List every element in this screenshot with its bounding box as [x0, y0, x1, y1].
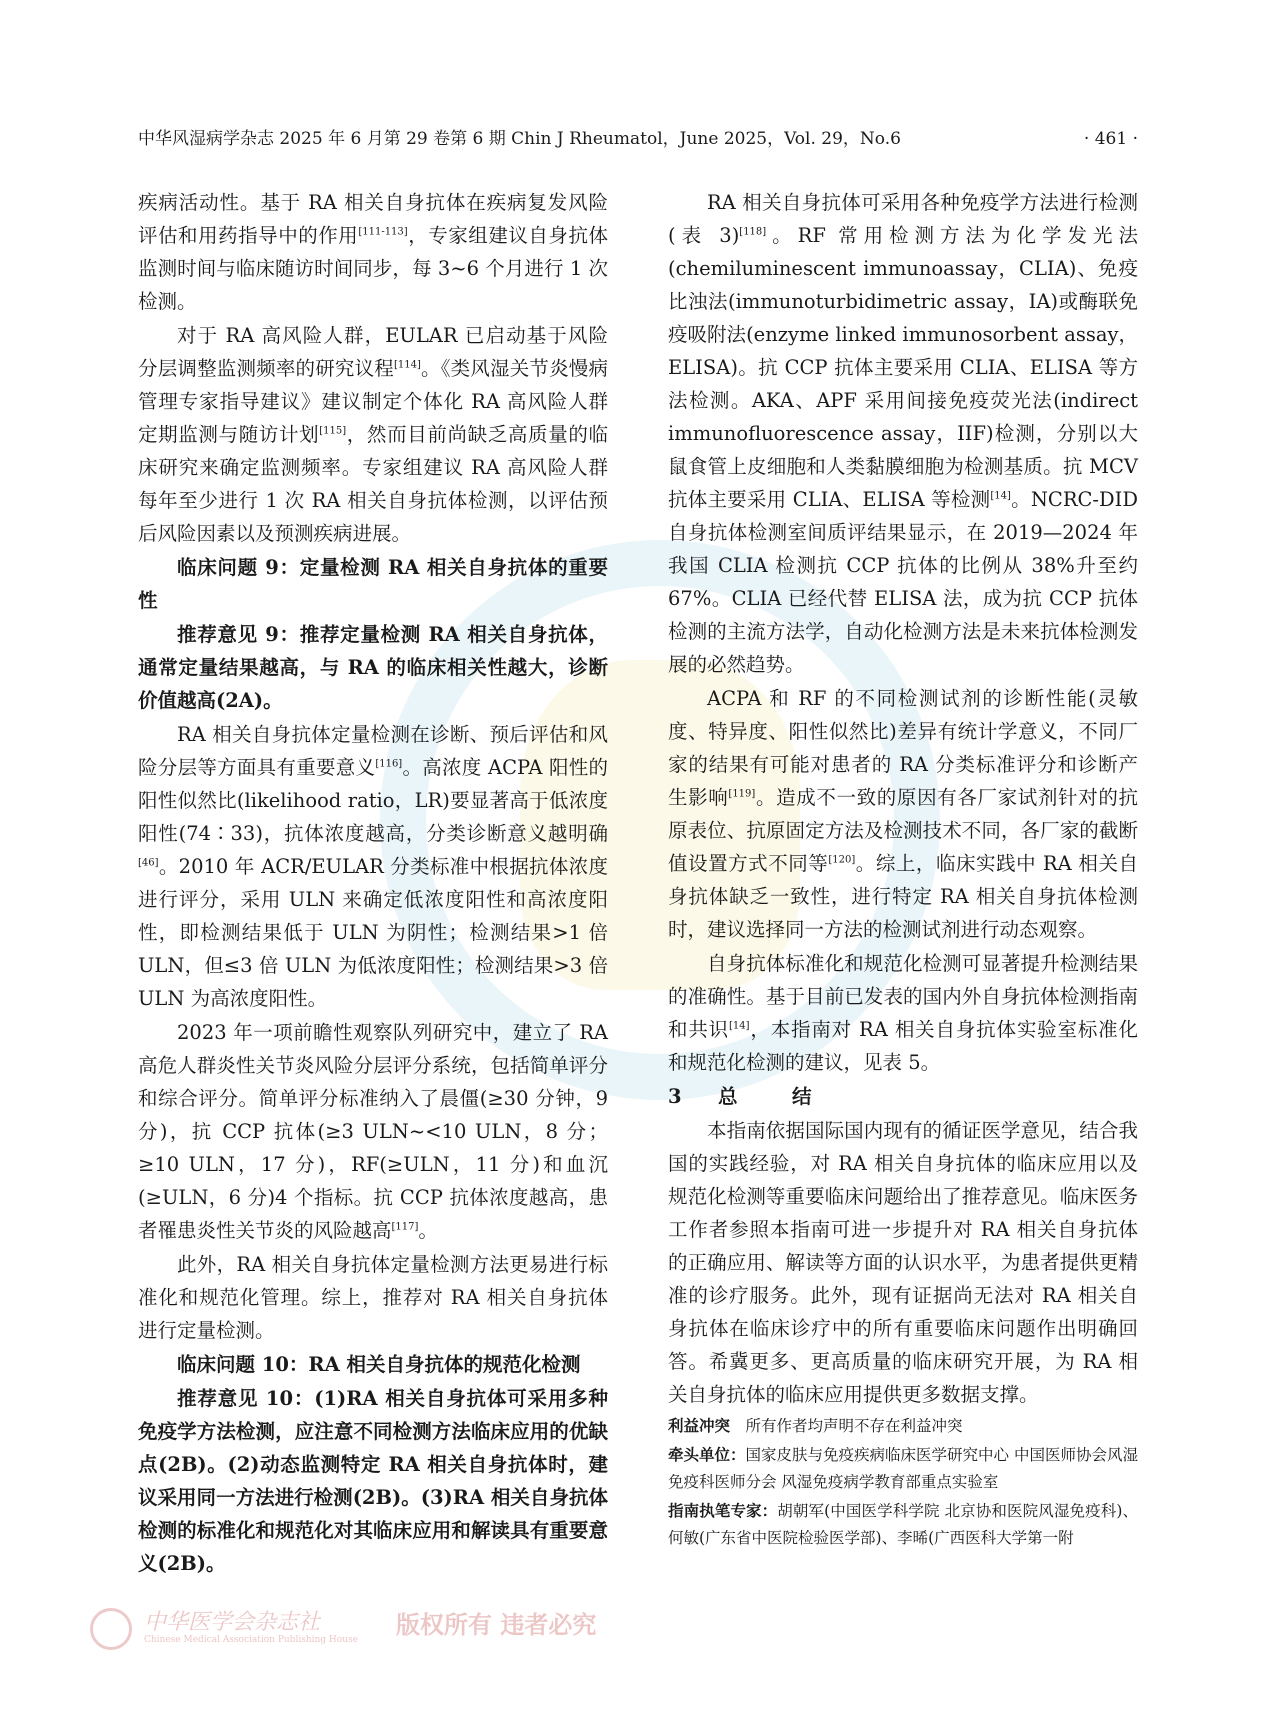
- publisher-name-en: Chinese Medical Association Publishing House: [144, 1635, 358, 1645]
- clinical-question-9: 临床问题 9：定量检测 RA 相关自身抗体的重要性: [138, 556, 608, 612]
- paragraph: 本指南依据国际国内现有的循证医学意见，结合我国的实践经验，对 RA 相关自身抗体的临床应用以及规范化检测等重要临床问题给出了推荐意见。临床医务工作者参照本指南可进一步提升对 RA 相关自身抗体的正确应用、解读等方面的认识水平，为患者提供更精准的诊疗服务。此外，现有证据尚无法对 RA 相关自身抗体在临床诊疗中的所有重要临床问题作出明确回答。希冀更多、更高质量的临床研究开展，为 RA 相关自身抗体的临床应用提供更多数据支撑。: [668, 1119, 1138, 1406]
- section-heading: 3 总 结: [668, 1085, 812, 1108]
- publisher-logo-icon: [90, 1608, 132, 1650]
- publisher-watermark: [90, 1608, 730, 1658]
- left-column: [138, 186, 608, 1581]
- paragraph: ACPA 和 RF 的不同检测试剂的诊断性能(灵敏度、特异度、阳性似然比)差异有统计学意义，不同厂家的结果有可能对患者的 RA 分类标准评分和诊断产生影响[119]。造成不一致的原因有各厂家试剂针对的抗原表位、抗原固定方法及检测技术不同，各厂家的截断值设置方式不同等[120]。综上，临床实践中 RA 相关自身抗体缺乏一致性，进行特定 RA 相关自身抗体检测时，建议选择同一方法的检测试剂进行动态观察。: [668, 687, 1138, 941]
- clinical-question-10: 临床问题 10：RA 相关自身抗体的规范化检测: [177, 1353, 581, 1376]
- publisher-name: 中华医学会杂志社: [144, 1610, 321, 1635]
- recommendation-9: 推荐意见 9：推荐定量检测 RA 相关自身抗体，通常定量结果越高，与 RA 的临床相关性越大，诊断价值越高(2A)。: [138, 623, 608, 712]
- running-header: [138, 124, 1138, 154]
- conflict-of-interest: 利益冲突 所有作者均声明不存在利益冲突: [668, 1416, 963, 1435]
- right-column: [668, 186, 1138, 1553]
- recommendation-10: 推荐意见 10：(1)RA 相关自身抗体可采用多种免疫学方法检测，应注意不同检测方法临床应用的优缺点(2B)。(2)动态监测特定 RA 相关自身抗体时，建议采用同一方法进行检测(2B)。(3)RA 相关自身抗体检测的标准化和规范化对其临床应用和解读具有重要意义(2B)。: [138, 1387, 608, 1575]
- copyright-notice: 版权所有 违者必究: [396, 1610, 597, 1639]
- paragraph: 自身抗体标准化和规范化检测可显著提升检测结果的准确性。基于目前已发表的国内外自身抗体检测指南和共识[14]，本指南对 RA 相关自身抗体实验室标准化和规范化检测的建议，见表 5。: [668, 952, 1138, 1074]
- page-number: · 461 ·: [1083, 129, 1138, 149]
- lead-units: 牵头单位：国家皮肤与免疫疾病临床医学研究中心 中国医师协会风湿免疫科医师分会 风湿免疫病学教育部重点实验室: [668, 1445, 1138, 1491]
- paragraph: 2023 年一项前瞻性观察队列研究中，建立了 RA 高危人群炎性关节炎风险分层评分系统，包括简单评分和综合评分。简单评分标准纳入了晨僵(≥30 分钟，9 分)，抗 CCP 抗体(≥3 ULN~<10 ULN，8 分；≥10 ULN，17 分)，RF(≥ULN，11 分)和血沉(≥ULN，6 分)4 个指标。抗 CCP 抗体浓度越高，患者罹患炎性关节炎的风险越高[117]。: [138, 1021, 608, 1242]
- paragraph: 疾病活动性。基于 RA 相关自身抗体在疾病复发风险评估和用药指导中的作用[111-113]，专家组建议自身抗体监测时间与临床随访时间同步，每 3~6 个月进行 1 次检测。: [138, 191, 608, 313]
- paragraph: 此外，RA 相关自身抗体定量检测方法更易进行标准化和规范化管理。综上，推荐对 RA 相关自身抗体进行定量检测。: [138, 1253, 608, 1342]
- paragraph: RA 相关自身抗体定量检测在诊断、预后评估和风险分层等方面具有重要意义[116]。高浓度 ACPA 阳性的阳性似然比(likelihood ratio，LR)要显著高于低浓度阳性(74∶33)，抗体浓度越高，分类诊断意义越明确[46]。2010 年 ACR/EULAR 分类标准中根据抗体浓度进行评分，采用 ULN 来确定低浓度阳性和高浓度阳性，即检测结果低于 ULN 为阴性；检测结果>1 倍 ULN，但≤3 倍 ULN 为低浓度阳性；检测结果>3 倍 ULN 为高浓度阳性。: [138, 723, 608, 1010]
- guideline-writers: 指南执笔专家：胡朝军(中国医学科学院 北京协和医院风湿免疫科)、何敏(广东省中医院检验医学部)、李晞(广西医科大学第一附: [668, 1501, 1138, 1547]
- paragraph: RA 相关自身抗体可采用各种免疫学方法进行检测(表 3)[118]。RF 常用检测方法为化学发光法(chemiluminescent immunoassay，CLIA)、免疫比浊法(immunoturbidimetric assay，IA)或酶联免疫吸附法(enzyme linked immunosorbent assay，ELISA)。抗 CCP 抗体主要采用 CLIA、ELISA 等方法检测。AKA、APF 采用间接免疫荧光法(indirect immunofluorescence assay，IIF)检测，分别以大鼠食管上皮细胞和人类黏膜细胞为检测基质。抗 MCV 抗体主要采用 CLIA、ELISA 等检测[14]。NCRC-DID 自身抗体检测室间质评结果显示，在 2019—2024 年我国 CLIA 检测抗 CCP 抗体的比例从 38%升至约 67%。CLIA 已经代替 ELISA 法，成为抗 CCP 抗体检测的主流方法学，自动化检测方法是未来抗体检测发展的必然趋势。: [668, 191, 1138, 676]
- paragraph: 对于 RA 高风险人群，EULAR 已启动基于风险分层调整监测频率的研究议程[114]。《类风湿关节炎慢病管理专家指导建议》建议制定个体化 RA 高风险人群定期监测与随访计划[115]，然而目前尚缺乏高质量的临床研究来确定监测频率。专家组建议 RA 高风险人群每年至少进行 1 次 RA 相关自身抗体检测，以评估预后风险因素以及预测疾病进展。: [138, 324, 608, 545]
- journal-citation: 中华风湿病学杂志 2025 年 6 月第 29 卷第 6 期 Chin J Rheumatol，June 2025，Vol. 29，No.6: [138, 129, 901, 149]
